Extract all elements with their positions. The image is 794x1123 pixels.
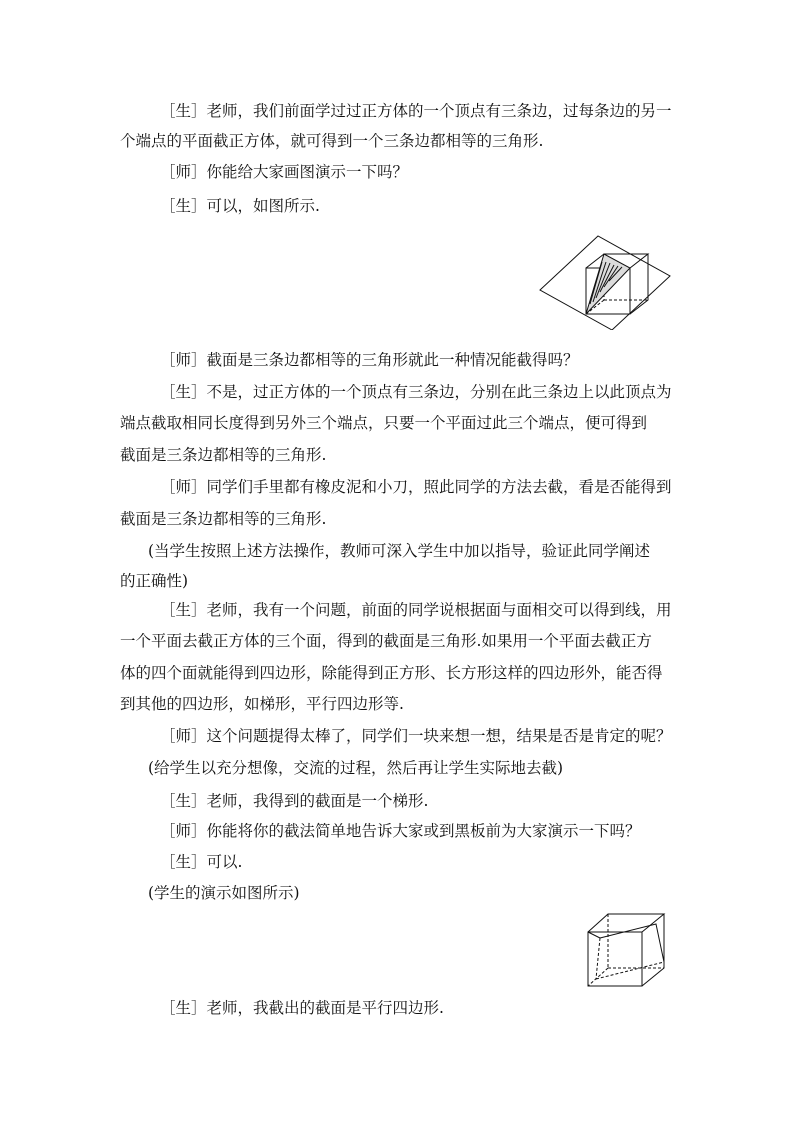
cube-triangle-section-figure	[536, 232, 674, 330]
cube-top-face	[588, 914, 664, 932]
paragraph-line: ［生］老师，我有一个问题，前面的同学说根据面与面相交可以得到线，用	[160, 601, 672, 619]
paragraph-line: (给学生以充分想像，交流的过程，然后再让学生实际地去截)	[148, 759, 564, 777]
paragraph-line: ［师］你能给大家画图演示一下吗？	[160, 163, 409, 181]
paragraph-line: 截面是三条边都相等的三角形.	[120, 446, 327, 464]
paragraph-line: ［生］可以，如图所示.	[160, 197, 320, 215]
paragraph-line: 个端点的平面截正方体，就可得到一个三条边都相等的三角形.	[120, 132, 544, 150]
paragraph-line: 的正确性)	[120, 572, 189, 590]
paragraph-line: ［师］截面是三条边都相等的三角形就此一种情况能截得吗？	[160, 351, 579, 369]
paragraph-line: 一个平面去截正方体的三个面，得到的截面是三角形.如果用一个平面去截正方	[120, 632, 652, 650]
paragraph-line: (当学生按照上述方法操作，教师可深入学生中加以指导，验证此同学阐述	[148, 542, 651, 560]
paragraph-line: ［生］不是，过正方体的一个顶点有三条边，分别在此三条边上以此顶点为	[160, 383, 672, 401]
paragraph-line: ［生］老师，我得到的截面是一个梯形.	[160, 792, 429, 810]
paragraph-line: 体的四个面就能得到四边形，除能得到正方形、长方形这样的四边形外，能否得	[120, 664, 663, 682]
paragraph-line: ［师］同学们手里都有橡皮泥和小刀，照此同学的方法去截，看是否能得到	[160, 478, 672, 496]
paragraph-line: 截面是三条边都相等的三角形.	[120, 510, 327, 528]
paragraph-line: ［生］老师，我截出的截面是平行四边形.	[160, 999, 444, 1017]
paragraph-line: 端点截取相同长度得到另外三个端点，只要一个平面过此三个端点，便可得到	[120, 414, 648, 432]
cube-hidden-edge	[588, 968, 608, 986]
paragraph-line: ［师］这个问题提得太棒了，同学们一块来想一想，结果是否是肯定的呢？	[160, 727, 672, 745]
trapezoid-section	[600, 924, 664, 962]
paragraph-line: ［生］可以.	[160, 853, 243, 871]
paragraph-line: (学生的演示如图所示)	[148, 884, 300, 902]
paragraph-line: ［师］你能将你的截法简单地告诉大家或到黑板前为大家演示一下吗？	[160, 822, 641, 840]
paragraph-line: ［生］老师，我们前面学过过正方体的一个顶点有三条边，过每条边的另一	[160, 102, 672, 120]
cube-trapezoid-section-figure	[584, 910, 670, 990]
paragraph-line: 到其他的四边形，如梯形，平行四边形等.	[120, 695, 404, 713]
